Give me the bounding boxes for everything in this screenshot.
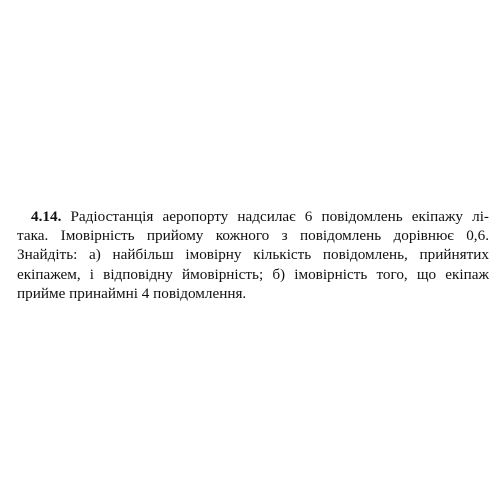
problem-line-1	[17, 207, 489, 226]
problem-line-5: прийме принаймні 4 повідомлення.	[17, 284, 247, 302]
problem-line-1-text: Радіостанція аеропорту надсилає 6 повідомлень екіпажу лі-	[70, 208, 489, 225]
problem-text	[17, 207, 489, 303]
problem-line-4: екіпажем, і відповідну ймовірність; б) імовірність того, що екіпаж	[17, 265, 489, 283]
problem-number: 4.14.	[31, 208, 62, 225]
problem-line-2: така. Імовірність прийому кожного з повідомлень дорівнює 0,6.	[17, 227, 489, 245]
problem-line-3: Знайдіть: а) найбільш імовірну кількість повідомлень, прийнятих	[17, 246, 489, 264]
